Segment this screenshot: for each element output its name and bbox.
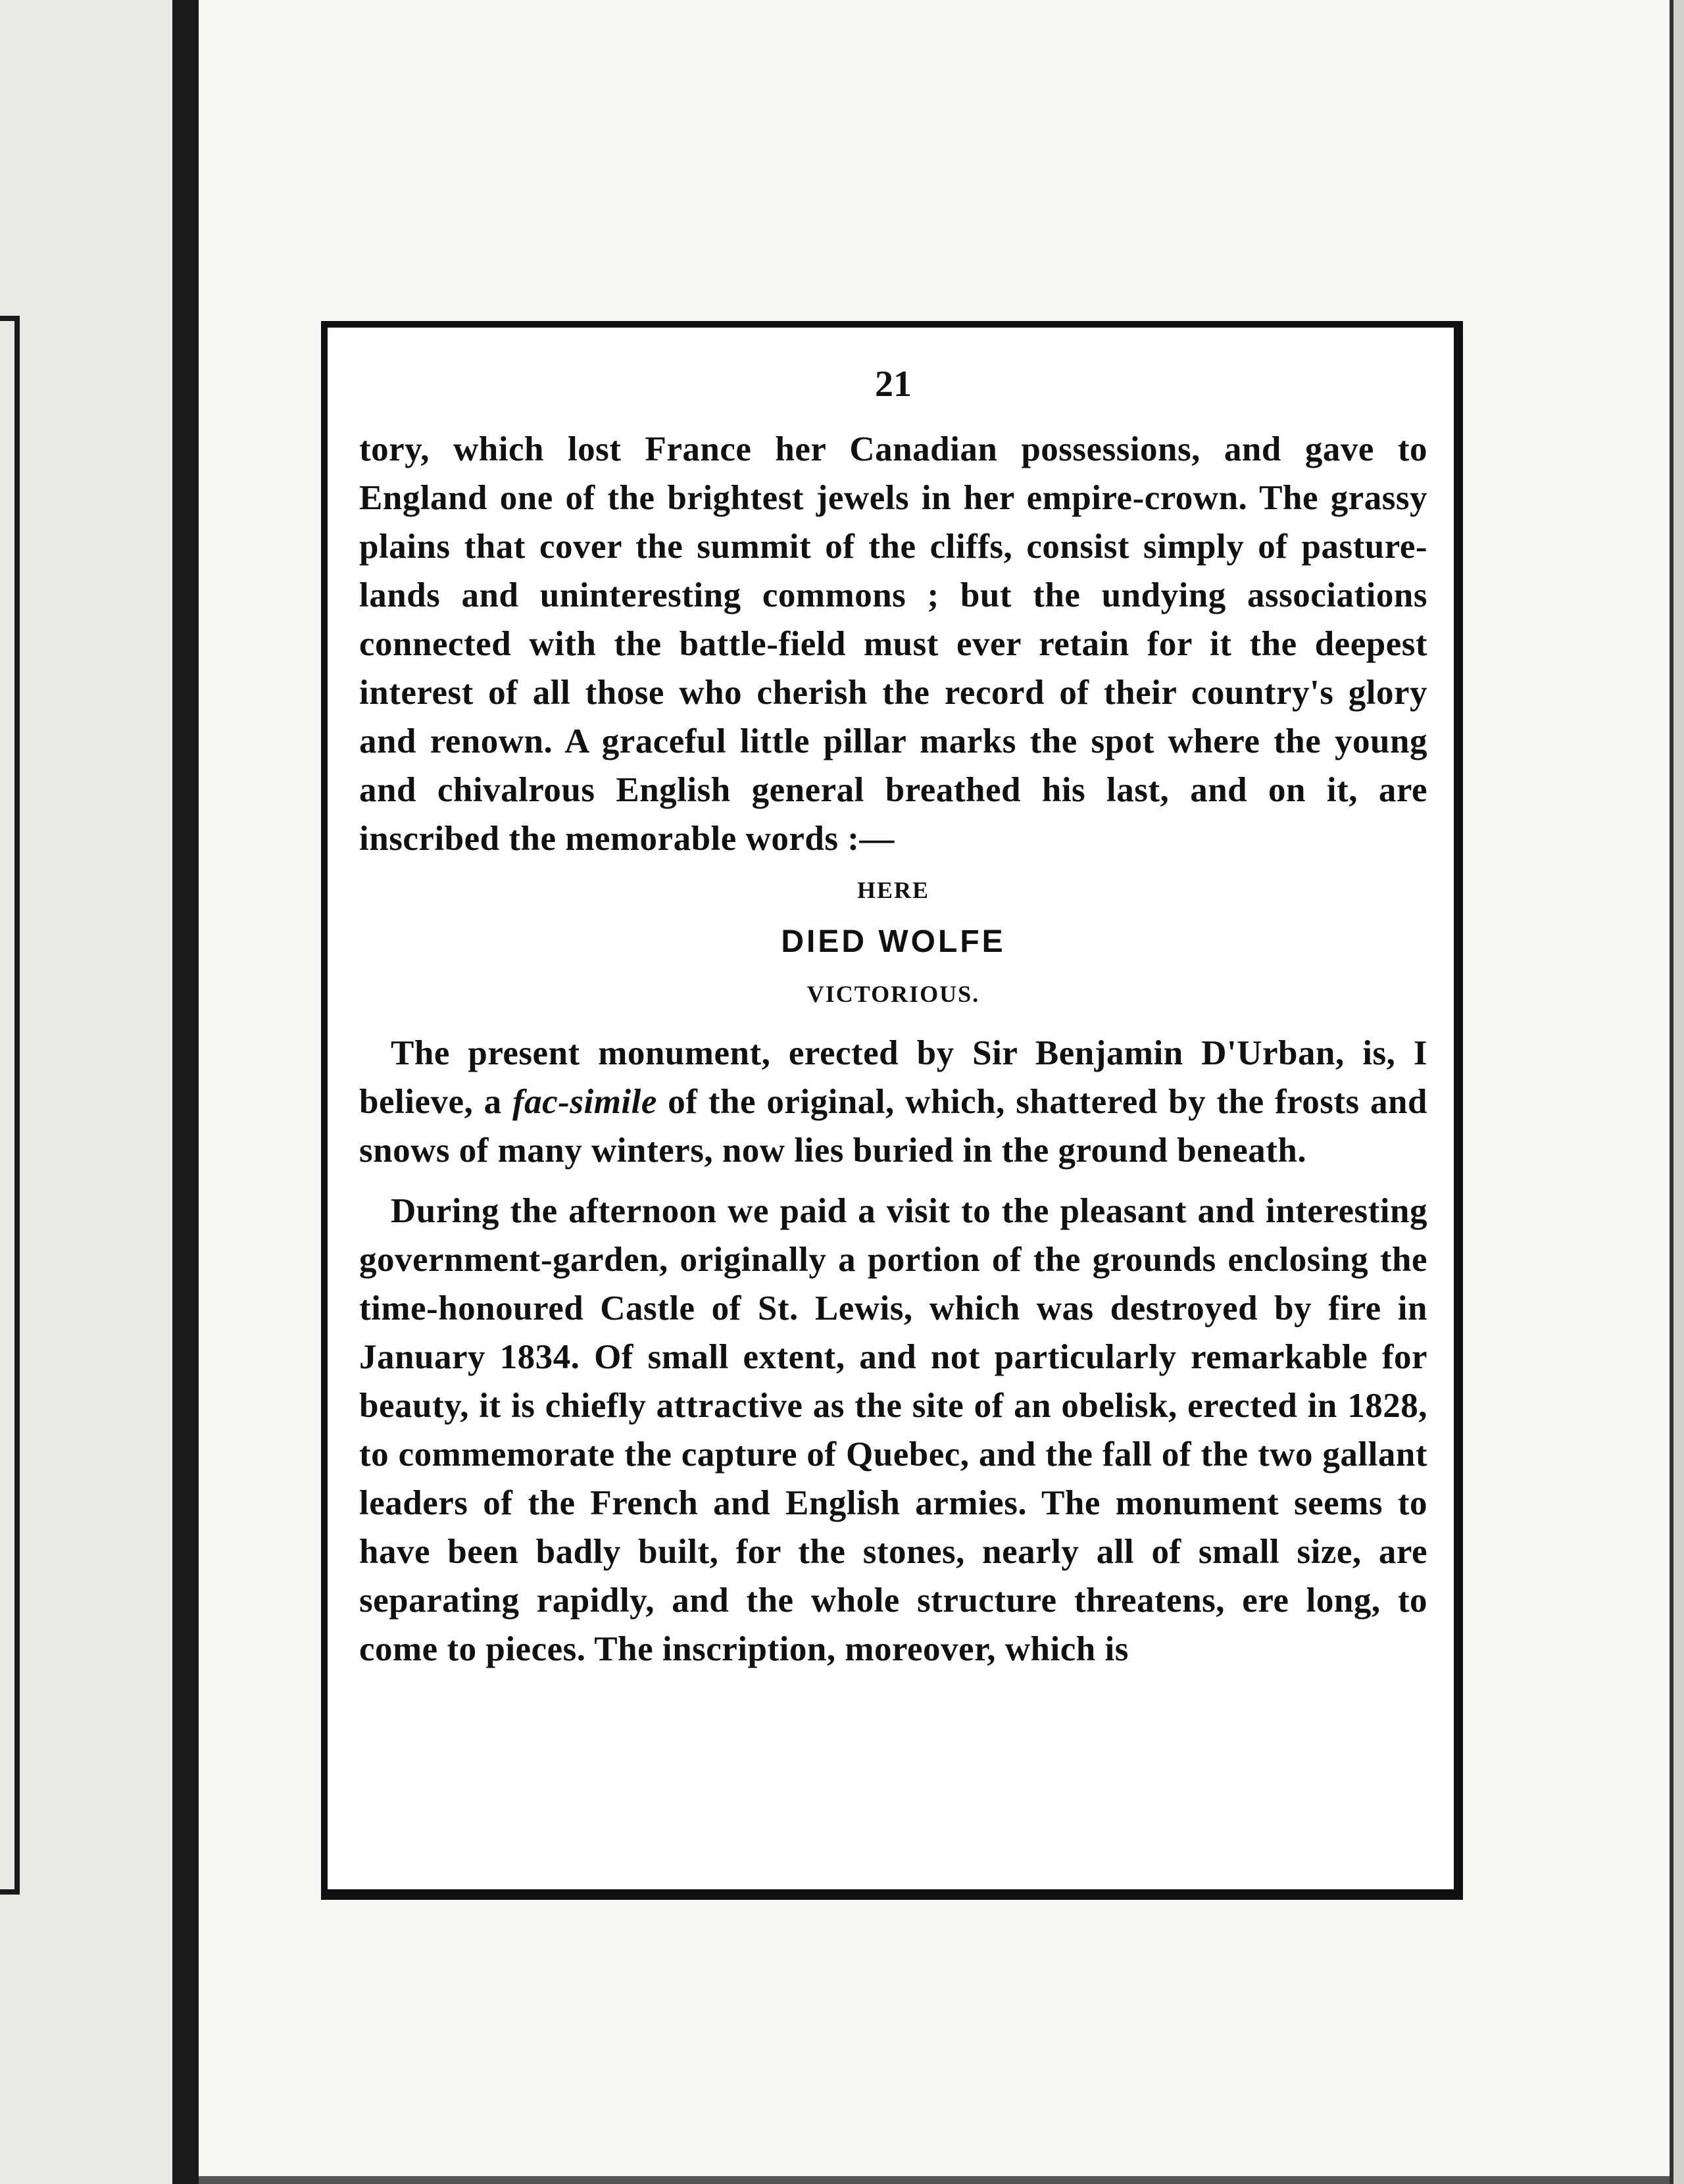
page-edge-bottom — [199, 2176, 1670, 2184]
paragraph-monument-italic-term: fac-simile — [512, 1083, 657, 1121]
previous-page-margin — [0, 0, 172, 2184]
paragraph-monument — [359, 1029, 1427, 1175]
page-number: 21 — [875, 364, 912, 405]
wolfe-inscription — [359, 870, 1427, 1014]
paragraph-government-garden: During the afternoon we paid a visit to the pleasant and interesting government-garden, originally a portion of the grounds enclosing the time-honoured Castle of St. Lewis, which was destroyed by fire in January 1834. Of small extent, and not particularly remarkable for beauty, it is chiefly attractive as the site of an obelisk, erected in 1828, to commemorate the capture of Quebec, and the fall of the two gallant leaders of the French and English armies. The monument seems to have been badly built, for the stones, nearly all of small size, are separating rapidly, and the whole structure threatens, ere long, to come to pieces. The inscription, moreover, which is — [359, 1192, 1427, 1668]
page-frame — [321, 321, 1463, 1900]
inscription-line-died-wolfe: DIED WOLFE — [781, 924, 1006, 959]
page-edge-right — [1670, 0, 1684, 2184]
paragraph-spacer — [359, 1175, 1427, 1187]
book-binding-shadow — [172, 0, 199, 2184]
previous-page-border — [0, 316, 20, 1895]
page-content — [359, 364, 1427, 1674]
paragraph-battlefield: tory, which lost France her Canadian possessions, and gave to England one of the brightest jewels in her empire-crown. The grassy plains that cover the summit of the cliffs, consist simply of pasture-lands and uninteresting commons ; but the undying associations connected with the battle-field must ever retain for it the deepest interest of all those who cherish the record of their country's glory and renown. A graceful little pillar marks the spot where the young and chivalrous English general breathed his last, and on it, are inscribed the memorable words :— — [359, 430, 1427, 858]
paragraph-monument-text-start: The present monument, erected by Sir Benjamin D'Urban, is, I believe, a — [359, 1034, 1427, 1121]
inscription-line-here: HERE — [856, 877, 930, 903]
inscription-line-victorious: VICTORIOUS. — [806, 981, 980, 1007]
paragraph-monument-text-end: of the original, which, shattered by the frosts and snows of many winters, now lies buried in the ground beneath. — [359, 1083, 1428, 1170]
